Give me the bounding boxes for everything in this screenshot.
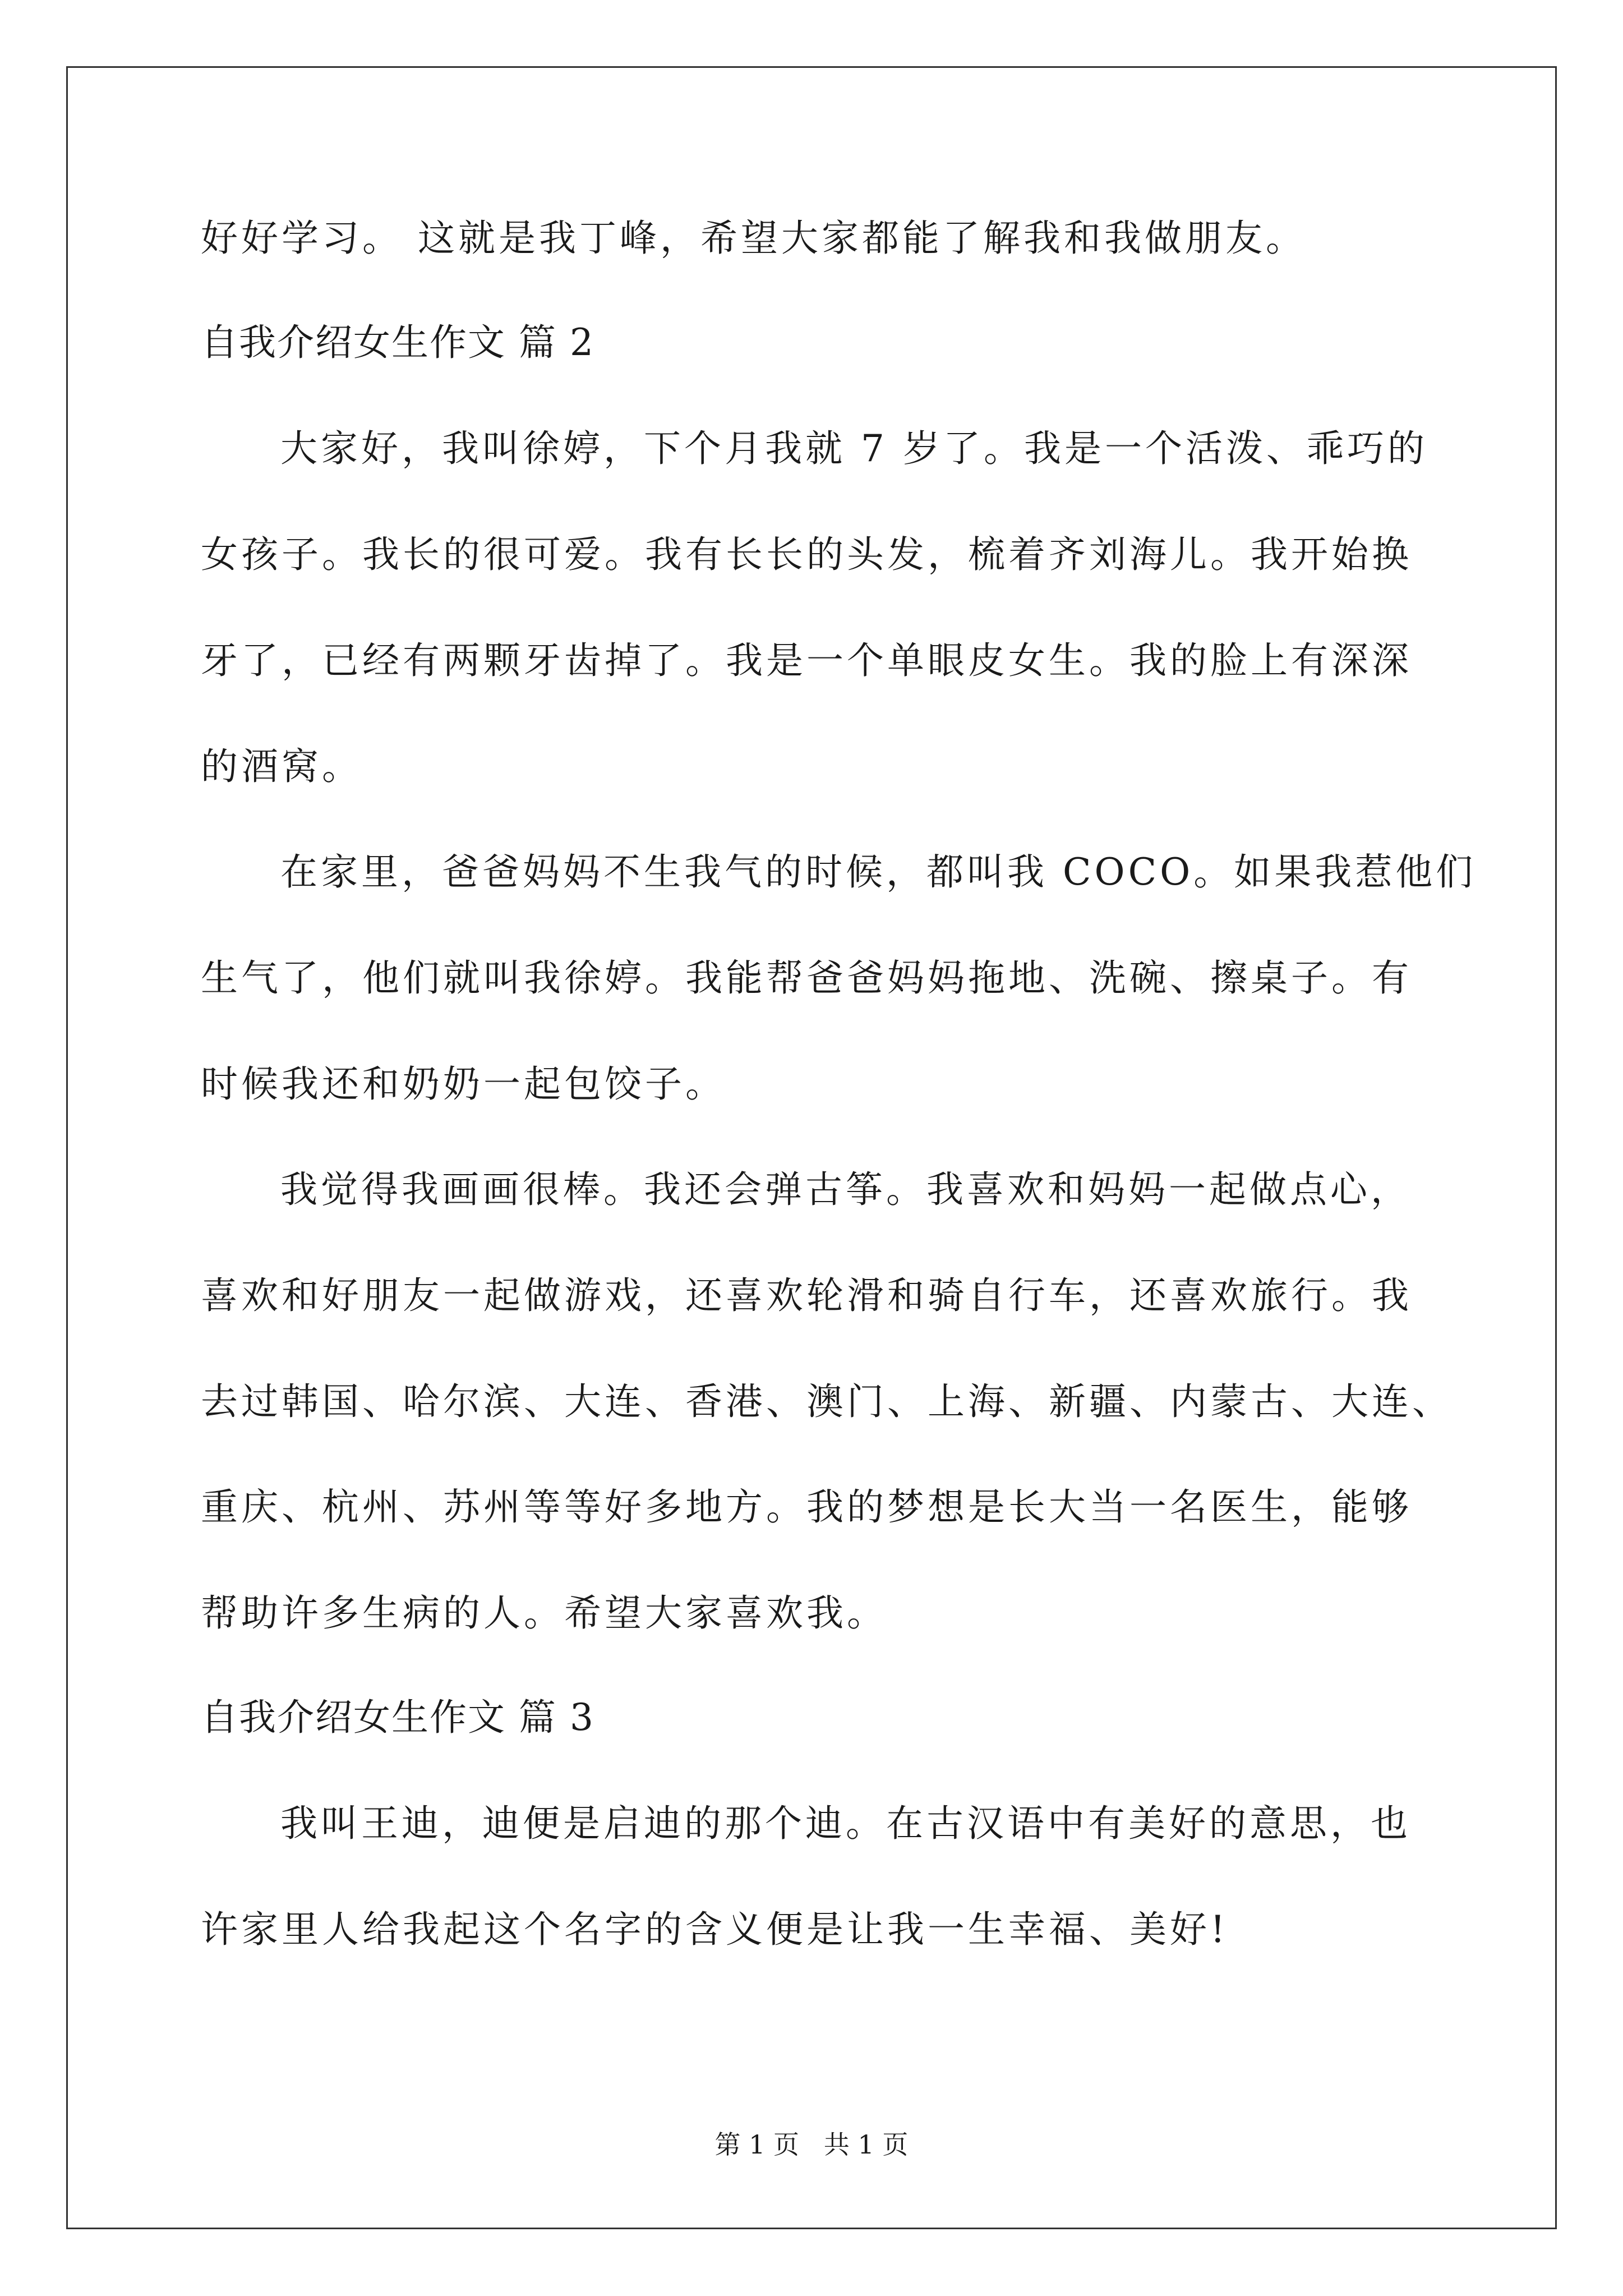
paragraph-line: 在家里，爸爸妈妈不生我气的时候，都叫我 COCO。如果我惹他们 (280, 850, 1477, 894)
paragraph-line: 我叫王迪，迪便是启迪的那个迪。在古汉语中有美好的意思，也 (280, 1802, 1411, 1845)
paragraph-line: 我觉得我画画很棒。我还会弹古筝。我喜欢和妈妈一起做点心， (280, 1168, 1411, 1211)
paragraph-line: 许家里人给我起这个名字的含义便是让我一生幸福、美好! (201, 1908, 1229, 1951)
section-heading: 自我介绍女生作文 篇 2 (201, 321, 594, 364)
paragraph-line: 喜欢和好朋友一起做游戏，还喜欢轮滑和骑自行车，还喜欢旅行。我 (201, 1274, 1412, 1317)
paragraph-line: 的酒窝。 (201, 745, 362, 788)
page-number-footer: 第 1 页 共 1 页 (714, 2129, 909, 2160)
paragraph-line: 女孩子。我长的很可爱。我有长长的头发，梳着齐刘海儿。我开始换 (201, 533, 1412, 576)
section-heading: 自我介绍女生作文 篇 3 (201, 1696, 594, 1739)
paragraph-line: 生气了，他们就叫我徐婷。我能帮爸爸妈妈拖地、洗碗、擦桌子。有 (201, 956, 1412, 1000)
paragraph-line: 帮助许多生病的人。希望大家喜欢我。 (201, 1591, 887, 1635)
paragraph-line: 好好学习。 这就是我丁峰，希望大家都能了解我和我做朋友。 (201, 217, 1306, 260)
paragraph-line: 时候我还和奶奶一起包饺子。 (201, 1062, 726, 1106)
paragraph-line: 去过韩国、哈尔滨、大连、香港、澳门、上海、新疆、内蒙古、大连、 (201, 1380, 1453, 1423)
paragraph-line: 大家好，我叫徐婷，下个月我就 7 岁了。我是一个活泼、乖巧的 (280, 427, 1428, 470)
paragraph-line: 牙了，已经有两颗牙齿掉了。我是一个单眼皮女生。我的脸上有深深 (201, 639, 1412, 682)
paragraph-line: 重庆、杭州、苏州等等好多地方。我的梦想是长大当一名医生，能够 (201, 1485, 1412, 1529)
